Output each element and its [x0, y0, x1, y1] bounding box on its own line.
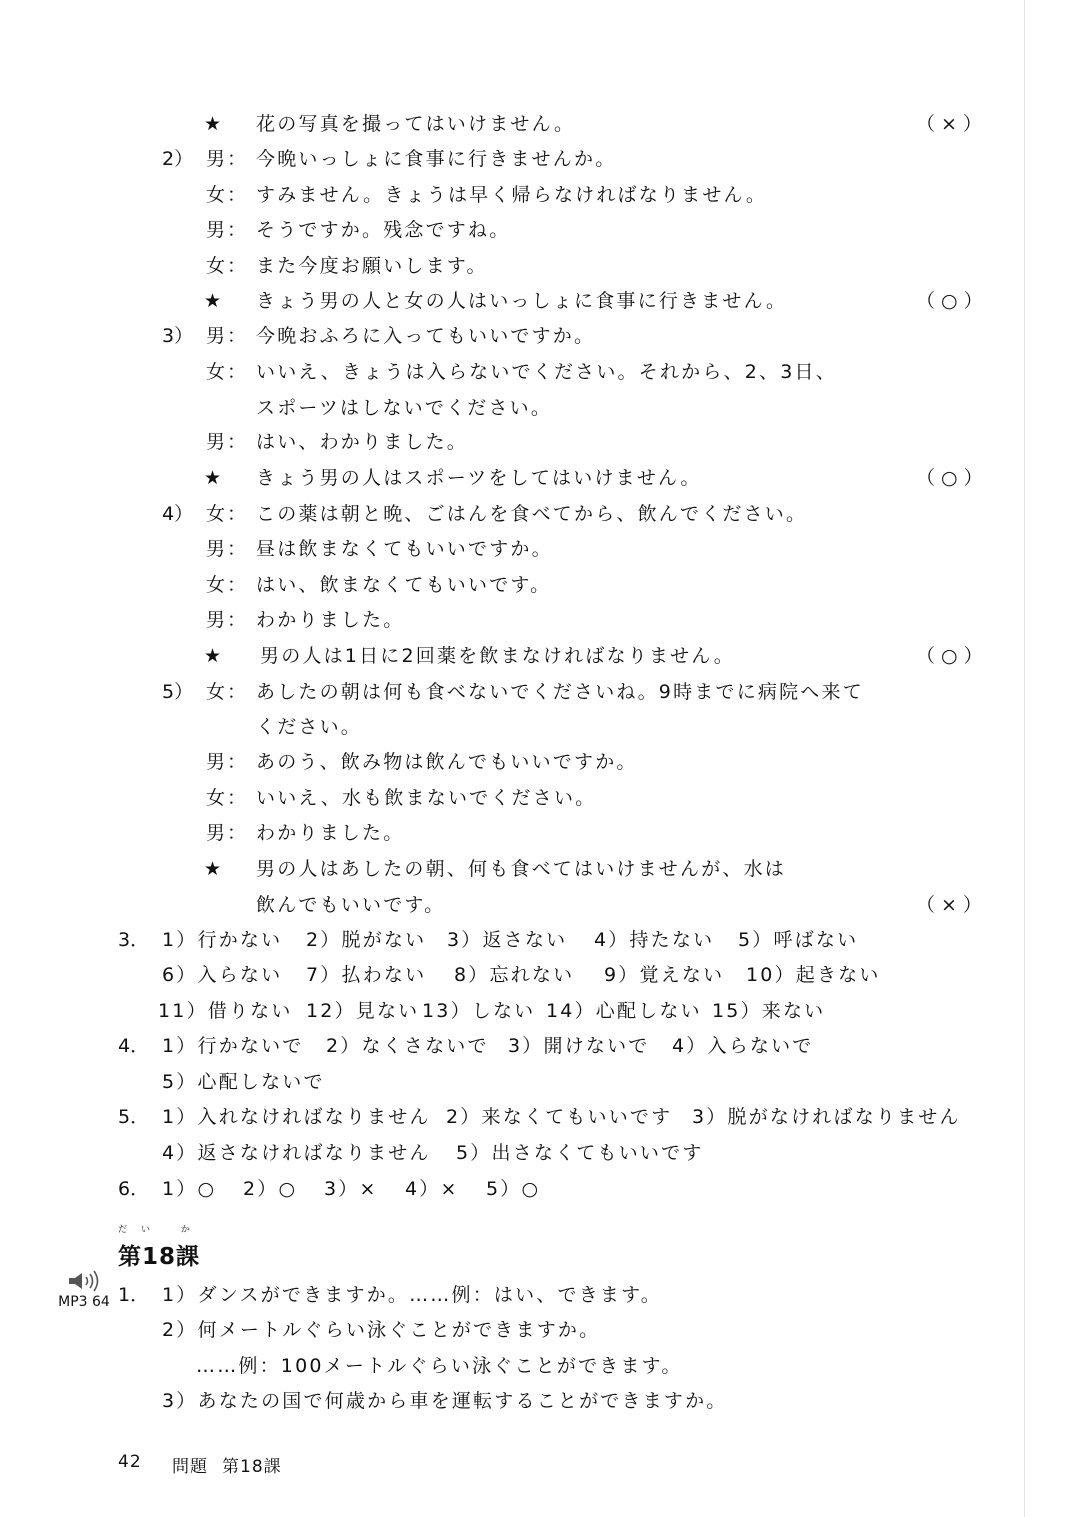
dialog-text: いいえ、水も飲まないでください。 [256, 787, 597, 809]
dialog-text: わかりました。 [256, 822, 405, 844]
dialog-line [0, 750, 1074, 774]
dialog-text: わかりました。 [256, 609, 405, 631]
exercise3-row [0, 928, 1074, 952]
exercise4-row [0, 1070, 1074, 1094]
item4-statement-line [0, 644, 1074, 668]
dialog-line [0, 147, 1074, 171]
exercise5-row [0, 1105, 1074, 1129]
speaker: 女： [206, 361, 249, 383]
answer-item: 4）入らないで [672, 1035, 814, 1057]
exercise3-row [0, 963, 1074, 987]
star-icon: ★ [204, 467, 222, 489]
dialog-text: そうですか。残念ですね。 [256, 219, 511, 241]
answer-item: 4）× [405, 1178, 459, 1200]
item2-statement-line [0, 289, 1074, 313]
star-icon: ★ [204, 645, 222, 667]
exercise-number: 6． [118, 1178, 150, 1200]
speaker: 男： [206, 822, 249, 844]
question-text: 2）何メートルぐらい泳ぐことができますか。 [162, 1319, 601, 1341]
dialog-text: スポーツはしないでください。 [256, 397, 553, 419]
star-icon: ★ [204, 858, 222, 880]
answer-item: 3）返さない [447, 929, 568, 951]
dialog-text: この薬は朝と晩、ごはんを食べてから、飲んでください。 [256, 503, 808, 525]
dialog-text: また今度お願いします。 [256, 255, 488, 277]
question-text: 3）あなたの国で何歳から車を運転することができますか。 [162, 1390, 728, 1412]
speaker: 女： [206, 787, 249, 809]
answer-mark: （×） [916, 113, 988, 135]
dialog-line [0, 715, 1074, 739]
statement-text: 男の人はあしたの朝、何も食べてはいけませんが、水は [256, 858, 787, 880]
answer-item: 1）入れなければなりません [162, 1106, 431, 1128]
answer-item: 5）呼ばない [738, 929, 859, 951]
dialog-text: あのう、飲み物は飲んでもいいですか。 [256, 751, 638, 773]
dialog-line [0, 573, 1074, 597]
statement-text: 男の人は1日に2回薬を飲まなければなりません。 [260, 645, 735, 667]
dialog-text: いいえ、きょうは入らないでください。それから、2、3日、 [256, 361, 837, 383]
page-number: 42 [118, 1452, 142, 1472]
answer-example: ……例：100メートルぐらい泳ぐことができます。 [196, 1355, 683, 1377]
answer-item: 3）脱がなければなりません [692, 1106, 961, 1128]
speaker: 男： [206, 431, 249, 453]
statement-text: 花の写真を撮ってはいけません。 [256, 113, 576, 135]
footer-lesson: 第18課 [222, 1457, 282, 1477]
star-icon: ★ [204, 290, 222, 312]
dialog-line [0, 396, 1074, 420]
exercise3-row [0, 999, 1074, 1023]
lesson18-line [0, 1283, 1074, 1307]
answer-item: 5）○ [486, 1178, 541, 1200]
exercise4-row [0, 1034, 1074, 1058]
answer-item: 3）× [324, 1178, 378, 1200]
item3-statement-line [0, 466, 1074, 490]
audio-track-label: MP3 64 [58, 1294, 110, 1310]
speaker: 男： [206, 219, 249, 241]
star-icon: ★ [204, 113, 222, 135]
question-text: 1）ダンスができますか。……例：はい、できます。 [162, 1284, 662, 1306]
dialog-line [0, 218, 1074, 242]
dialog-line [0, 430, 1074, 454]
exercise-number: 4． [118, 1035, 150, 1057]
answer-item: 1）○ [162, 1178, 217, 1200]
statement-text: きょう男の人と女の人はいっしょに食事に行きません。 [256, 290, 788, 312]
exercise-number: 1． [118, 1284, 150, 1306]
answer-item: 5）心配しないで [162, 1071, 325, 1093]
dialog-text: あしたの朝は何も食べないでくださいね。9時までに病院へ来て [256, 681, 864, 703]
answer-item: 13）しない [422, 1000, 536, 1022]
speaker: 女： [206, 503, 249, 525]
lesson18-line [0, 1354, 1074, 1378]
dialog-line [0, 821, 1074, 845]
dialog-line [0, 254, 1074, 278]
lesson18-line [0, 1389, 1074, 1413]
answer-mark: （○） [916, 645, 989, 667]
speaker: 男： [206, 325, 249, 347]
answer-mark: （×） [916, 894, 988, 916]
answer-item: 7）払わない [306, 964, 427, 986]
answer-item: 2）脱がない [306, 929, 427, 951]
speaker: 男： [206, 751, 249, 773]
exercise-number: 5． [118, 1106, 150, 1128]
speaker: 女： [206, 255, 249, 277]
item1-statement-line [0, 112, 1074, 136]
dialog-text: はい、飲まなくてもいいです。 [256, 574, 552, 596]
dialog-line [0, 183, 1074, 207]
item-label: 3） [162, 325, 194, 347]
answer-item: 15）来ない [712, 1000, 826, 1022]
answer-item: 2）○ [243, 1178, 298, 1200]
answer-item: 8）忘れない [454, 964, 575, 986]
speaker: 男： [206, 538, 249, 560]
answer-item: 1）行かないで [162, 1035, 304, 1057]
dialog-line [0, 786, 1074, 810]
answer-mark: （○） [916, 290, 989, 312]
answer-item: 5）出さなくてもいいです [456, 1142, 704, 1164]
item-label: 2） [162, 148, 194, 170]
dialog-text: 昼は飲まなくてもいいですか。 [256, 538, 553, 560]
speaker: 女： [206, 574, 249, 596]
footer-section: 問題 [172, 1457, 208, 1477]
lesson-heading: 第18課 [118, 1244, 201, 1270]
answer-item: 3）開けないで [508, 1035, 650, 1057]
exercise5-row [0, 1141, 1074, 1165]
lesson18-line [0, 1318, 1074, 1342]
dialog-text: すみません。きょうは早く帰らなければなりません。 [256, 184, 768, 206]
answer-item: 4）返さなければなりません [162, 1142, 431, 1164]
statement-text: 飲んでもいいです。 [256, 894, 446, 916]
speaker: 女： [206, 184, 249, 206]
answer-item: 1）行かない [162, 929, 283, 951]
answer-item: 10）起きない [746, 964, 881, 986]
item5-statement-line-2 [0, 893, 1074, 917]
dialog-text: ください。 [256, 716, 363, 738]
answer-item: 12）見ない [306, 1000, 420, 1022]
answer-item: 2）来なくてもいいです [446, 1106, 673, 1128]
item5-statement-line [0, 857, 1074, 881]
dialog-text: 今晩おふろに入ってもいいですか。 [256, 325, 596, 347]
dialog-line [0, 680, 1074, 704]
statement-text: きょう男の人はスポーツをしてはいけません。 [256, 467, 702, 489]
dialog-line [0, 502, 1074, 526]
speaker: 男： [206, 609, 249, 631]
answer-mark: （○） [916, 467, 989, 489]
dialog-text: はい、わかりました。 [256, 431, 469, 453]
dialog-line [0, 360, 1074, 384]
answer-item: 2）なくさないで [326, 1035, 489, 1057]
dialog-line [0, 324, 1074, 348]
item-label: 4） [162, 503, 194, 525]
speaker: 男： [206, 148, 249, 170]
dialog-text: 今晩いっしょに食事に行きませんか。 [256, 148, 617, 170]
exercise6-row [0, 1177, 1074, 1201]
dialog-line [0, 537, 1074, 561]
lesson-heading-ruby: だい か [118, 1225, 204, 1235]
speaker: 女： [206, 681, 249, 703]
answer-item: 14）心配しない [546, 1000, 702, 1022]
exercise-number: 3． [118, 929, 150, 951]
item-label: 5） [162, 681, 194, 703]
answer-item: 6）入らない [162, 964, 283, 986]
answer-item: 9）覚えない [604, 964, 725, 986]
answer-item: 4）持たない [594, 929, 715, 951]
dialog-line [0, 608, 1074, 632]
answer-item: 11）借りない [158, 1000, 293, 1022]
